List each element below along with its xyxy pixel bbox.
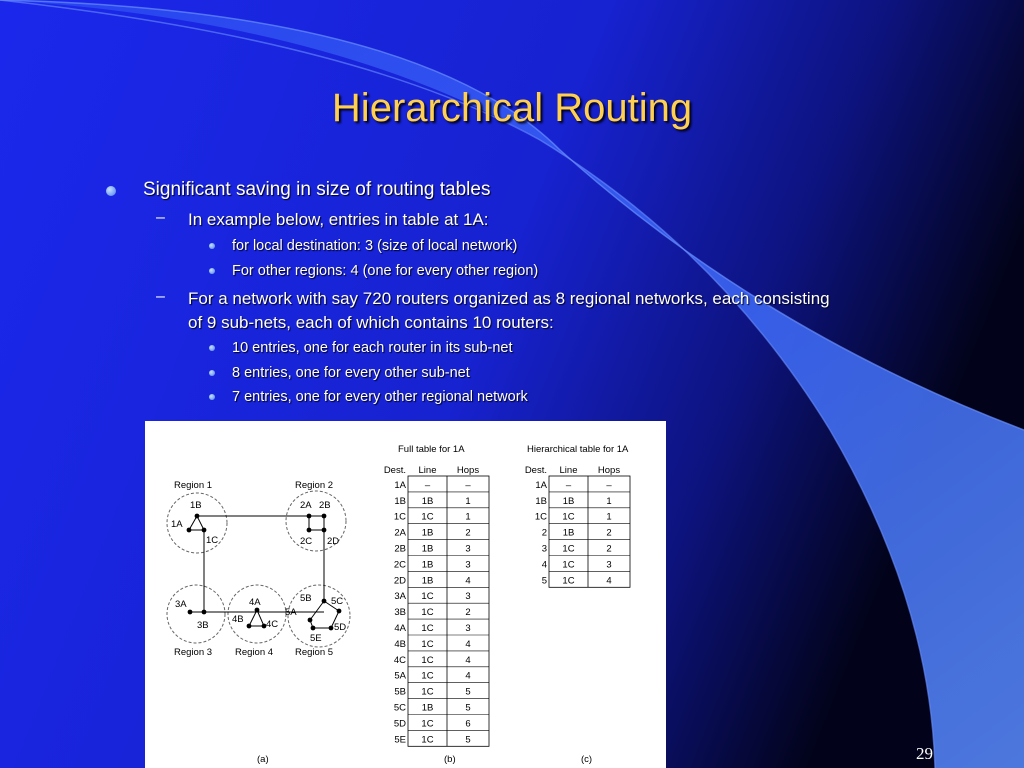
table-cell-line: 1B — [562, 527, 575, 539]
router-label: 1C — [206, 535, 219, 546]
table-cell-line: 1B — [562, 495, 575, 507]
bullet-level3: 10 entries, one for each router in its sub-net — [232, 340, 513, 356]
region-label: Region 4 — [235, 647, 274, 658]
table-cell-line: 1B — [421, 575, 434, 587]
table-cell-dest: 4 — [541, 559, 547, 571]
table-cell-line: 1C — [421, 718, 434, 730]
dash-marker: – — [156, 209, 165, 226]
table-cell-hops: 2 — [606, 527, 612, 539]
region-label: Region 5 — [295, 647, 334, 658]
table-cell-dest: 1C — [534, 511, 547, 523]
table-cell-dest: 5D — [393, 718, 406, 730]
table-cell-dest: 2A — [394, 527, 406, 539]
router-label: 1A — [171, 519, 183, 530]
table-cell-dest: 5A — [394, 670, 406, 682]
table-cell-hops: 3 — [465, 591, 471, 603]
table-cell-dest: 5B — [394, 686, 406, 698]
table-cell-line: 1B — [421, 527, 434, 539]
figure-caption-c: (c) — [581, 754, 593, 765]
table-cell-hops: 3 — [465, 559, 471, 571]
router-label: 4C — [266, 619, 279, 630]
table-cell-hops: 1 — [465, 495, 471, 507]
table-caption: Full table for 1A — [398, 444, 465, 455]
table-cell-hops: 5 — [465, 686, 471, 698]
router-label: 5C — [331, 596, 344, 607]
table-cell-dest: 3A — [394, 591, 406, 603]
table-cell-dest: 3 — [541, 543, 547, 555]
table-header: Dest. — [524, 465, 547, 476]
bullet-level3: For other regions: 4 (one for every other region) — [232, 263, 539, 279]
dash-marker: – — [156, 288, 165, 305]
table-cell-hops: 4 — [465, 575, 471, 587]
table-cell-dest: 5C — [393, 702, 406, 714]
router-label: 5E — [310, 633, 322, 644]
table-cell-hops: 1 — [465, 511, 471, 523]
router-label: 4A — [249, 597, 261, 608]
router-label: 2B — [319, 500, 331, 511]
table-cell-line: 1C — [421, 654, 434, 666]
table-cell-line: 1C — [421, 686, 434, 698]
bullet-level3: for local destination: 3 (size of local network) — [232, 238, 518, 254]
table-cell-line: 1C — [421, 623, 434, 634]
table-cell-hops: 5 — [465, 734, 471, 746]
table-cell-hops: 1 — [606, 511, 612, 523]
table-header: Hops — [597, 465, 621, 476]
full-routing-table — [384, 444, 489, 746]
table-cell-dest: 5E — [394, 734, 406, 746]
bullet-level3: 7 entries, one for every other regional network — [232, 389, 528, 405]
bullet-dot — [209, 243, 215, 249]
table-cell-line: 1C — [562, 559, 575, 571]
routing-figure — [145, 421, 666, 768]
table-caption: Hierarchical table for 1A — [527, 444, 629, 455]
bullet-level2: In example below, entries in table at 1A: — [188, 210, 489, 229]
table-cell-dest: 4C — [393, 654, 406, 666]
table-header: Dest. — [383, 465, 406, 476]
table-cell-hops: 2 — [606, 543, 612, 555]
table-cell-line: 1C — [562, 575, 575, 587]
table-cell-dest: 1B — [535, 495, 547, 507]
table-cell-hops: 5 — [465, 702, 471, 714]
bullet-level1: Significant saving in size of routing tables — [143, 179, 491, 200]
table-cell-line: 1C — [562, 543, 575, 555]
table-cell-hops: 3 — [465, 543, 471, 555]
table-cell-dest: 2C — [393, 559, 406, 571]
table-header: Line — [418, 465, 437, 476]
table-cell-line: – — [424, 479, 431, 491]
figure-caption-a: (a) — [257, 754, 269, 765]
table-border — [408, 476, 489, 746]
table-header: Hops — [456, 465, 480, 476]
bullet-level3: 8 entries, one for every other sub-net — [232, 365, 470, 381]
region-label: Region 1 — [174, 480, 213, 491]
page-number: 29 — [916, 744, 933, 763]
routing-figure-svg — [145, 421, 666, 768]
table-cell-dest: 2B — [394, 543, 406, 555]
table-cell-dest: 4B — [394, 638, 406, 650]
bullet-dot — [209, 345, 215, 351]
figure-caption-b: (b) — [444, 754, 456, 765]
table-cell-line: 1B — [421, 559, 434, 571]
table-cell-line: 1C — [421, 638, 434, 650]
table-cell-line: 1C — [421, 734, 434, 746]
table-cell-line: 1C — [421, 591, 434, 603]
table-cell-hops: 3 — [606, 559, 612, 571]
table-cell-dest: 1B — [394, 495, 406, 507]
router-label: 5B — [300, 593, 312, 604]
bullet-dot — [209, 268, 215, 274]
table-cell-hops: – — [606, 479, 612, 491]
router-label: 5A — [285, 607, 297, 618]
table-cell-line: 1C — [421, 670, 434, 682]
table-cell-line: 1B — [421, 495, 434, 507]
table-cell-dest: 2 — [541, 527, 547, 539]
network-links — [189, 516, 339, 628]
table-cell-line: 1B — [421, 702, 434, 714]
table-cell-line: 1C — [421, 511, 434, 523]
table-border — [549, 476, 630, 587]
router-label: 5D — [334, 622, 347, 633]
table-cell-dest: 4A — [394, 623, 406, 634]
router-label: 1B — [190, 500, 202, 511]
table-cell-hops: 2 — [465, 527, 471, 539]
bullet-dot — [209, 370, 215, 376]
table-cell-hops: – — [465, 479, 471, 491]
table-cell-hops: 2 — [465, 607, 471, 619]
table-cell-line: 1B — [421, 543, 434, 555]
bullet-dot — [106, 186, 116, 196]
region-label: Region 2 — [295, 480, 334, 491]
table-header: Line — [559, 465, 578, 476]
router-nodes — [187, 514, 342, 631]
bullet-dot — [209, 394, 215, 400]
hierarchical-routing-table — [525, 444, 630, 587]
table-cell-hops: 1 — [606, 495, 612, 507]
table-cell-hops: 4 — [606, 575, 612, 587]
router-label: 4B — [232, 614, 244, 625]
router-label: 3A — [175, 599, 187, 610]
table-cell-dest: 1C — [393, 511, 406, 523]
bullet-level2-continued: of 9 sub-nets, each of which contains 10 routers: — [188, 313, 554, 332]
table-cell-dest: 2D — [393, 575, 406, 587]
table-cell-dest: 5 — [541, 575, 547, 587]
table-cell-hops: 3 — [465, 623, 471, 634]
table-cell-line: 1C — [562, 511, 575, 523]
slide-title: Hierarchical Routing — [331, 86, 693, 130]
table-cell-dest: 1A — [394, 479, 406, 491]
table-cell-line: – — [565, 479, 572, 491]
router-label: 2D — [327, 536, 340, 547]
table-cell-hops: 4 — [465, 638, 471, 650]
region-3-circle — [167, 585, 225, 643]
router-label: 2A — [300, 500, 312, 511]
table-cell-hops: 4 — [465, 654, 471, 666]
router-label: 3B — [197, 620, 209, 631]
table-cell-hops: 4 — [465, 670, 471, 682]
table-cell-dest: 3B — [394, 607, 406, 619]
table-cell-dest: 1A — [535, 479, 547, 491]
bullet-level2: For a network with say 720 routers organized as 8 regional networks, each consisting — [188, 289, 830, 308]
region-label: Region 3 — [174, 647, 213, 658]
table-cell-hops: 6 — [465, 718, 471, 730]
table-cell-line: 1C — [421, 607, 434, 619]
router-label: 2C — [300, 536, 313, 547]
